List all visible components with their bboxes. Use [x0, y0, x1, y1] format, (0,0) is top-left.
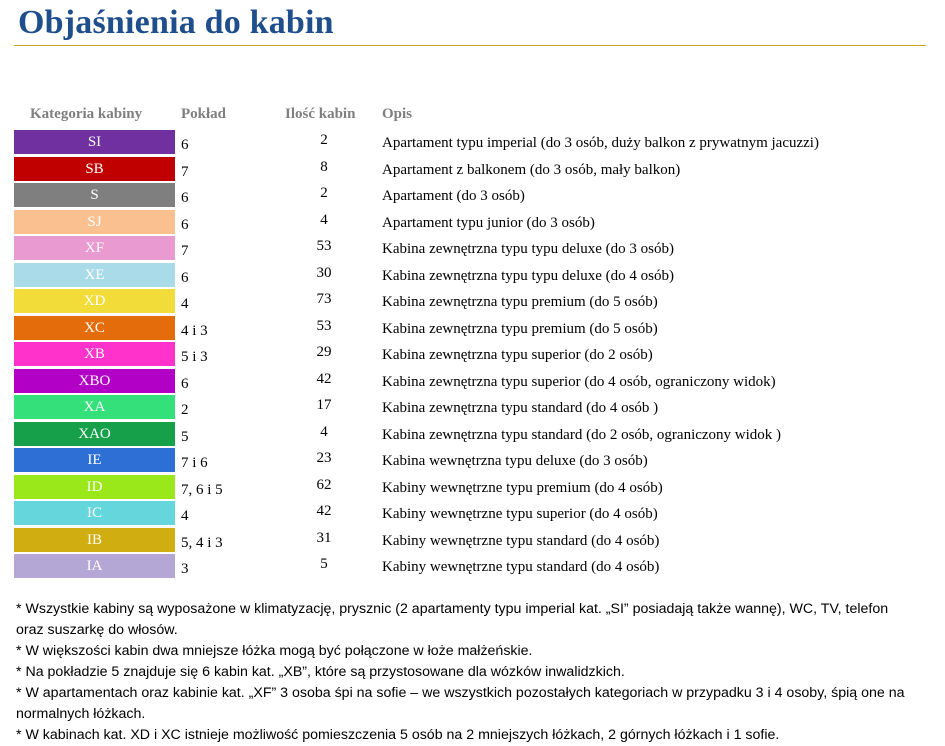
- description-value: Kabina zewnętrzna typu standard (do 2 osób, ograniczony widok ): [382, 426, 782, 443]
- deck-value: 6: [181, 216, 189, 233]
- table-row: [14, 341, 914, 368]
- category-badge: IB: [14, 528, 175, 552]
- footnote: * W większości kabin dwa mniejsze łóżka mogą być połączone w łoże małżeńskie.: [16, 643, 533, 659]
- table-row: [14, 156, 914, 183]
- category-badge: XBO: [14, 369, 175, 393]
- cabin-count-value: 23: [316, 450, 332, 466]
- deck-value: 5: [181, 428, 189, 445]
- category-badge: XA: [14, 395, 175, 419]
- description-value: Kabina zewnętrzna typu standard (do 4 osób ): [382, 400, 659, 416]
- table-row: [14, 474, 914, 501]
- description-value: Apartament typu junior (do 3 osób): [382, 214, 595, 231]
- description-value: Kabina zewnętrzna typu premium (do 5 osób): [382, 320, 658, 337]
- category-badge: XC: [14, 316, 175, 340]
- footnotes: [16, 599, 916, 746]
- table-row: [14, 288, 914, 315]
- description-value: Kabiny wewnętrzne typu standard (do 4 osób): [382, 532, 660, 549]
- deck-value: 6: [181, 137, 189, 153]
- deck-value: 4: [181, 296, 189, 312]
- deck-value: 7, 6 i 5: [181, 481, 223, 498]
- title-underline: [14, 45, 926, 46]
- category-badge: IE: [14, 448, 175, 472]
- cabin-count-value: 62: [316, 476, 332, 493]
- header-category: Kategoria kabiny: [30, 106, 143, 122]
- description-value: Apartament z balkonem (do 3 osób, mały balkon): [382, 161, 681, 178]
- cabin-count-value: 42: [316, 370, 332, 387]
- description-value: Kabina zewnętrzna typu premium (do 5 osób): [382, 294, 658, 310]
- table-row: [14, 421, 914, 448]
- deck-value: 5 i 3: [181, 349, 208, 365]
- table-row: [14, 368, 914, 395]
- description-value: Apartament typu imperial (do 3 osób, duży balkon z prywatnym jacuzzi): [382, 135, 819, 151]
- cabin-count-value: 5: [320, 556, 328, 572]
- deck-value: 7 i 6: [181, 455, 208, 471]
- category-badge: ID: [14, 475, 175, 499]
- category-badge: XE: [14, 263, 175, 287]
- cabin-count-value: 8: [320, 158, 328, 175]
- cabin-count-value: 2: [320, 132, 328, 148]
- category-badge: S: [14, 183, 175, 207]
- cabin-count-value: 4: [320, 211, 328, 228]
- description-value: Kabiny wewnętrzne typu superior (do 4 osób): [382, 506, 658, 522]
- deck-value: 6: [181, 269, 189, 286]
- header-count: Ilość kabin: [285, 106, 356, 122]
- category-badge: SI: [14, 130, 175, 154]
- category-badge: IA: [14, 554, 175, 578]
- description-value: Kabiny wewnętrzne typu standard (do 4 osób): [382, 559, 660, 575]
- table-row: [14, 209, 914, 236]
- cabin-count-value: 17: [316, 397, 332, 413]
- header-description: Opis: [382, 106, 413, 122]
- cabin-count-value: 2: [320, 185, 328, 201]
- table-row: [14, 553, 914, 580]
- category-badge: XB: [14, 342, 175, 366]
- cabin-count-value: 4: [320, 423, 328, 440]
- description-value: Apartament (do 3 osób): [382, 188, 525, 204]
- category-badge: SB: [14, 157, 175, 181]
- deck-value: 3: [181, 561, 189, 577]
- footnote: * Na pokładzie 5 znajduje się 6 kabin kat. „XB”, które są przystosowane dla wózków inwalidzkich.: [16, 664, 625, 680]
- table-row: [14, 235, 914, 262]
- table-row: [14, 182, 914, 209]
- description-value: Kabina wewnętrzna typu deluxe (do 3 osób): [382, 453, 648, 469]
- cabin-table: [14, 129, 914, 580]
- category-badge: XAO: [14, 422, 175, 446]
- table-row: [14, 527, 914, 554]
- cabin-count-value: 29: [316, 344, 332, 360]
- description-value: Kabina zewnętrzna typu typu deluxe (do 4 osób): [382, 267, 674, 284]
- cabin-count-value: 42: [316, 503, 332, 519]
- page-title: Objaśnienia do kabin: [18, 4, 334, 41]
- category-badge: IC: [14, 501, 175, 525]
- footnote: * Wszystkie kabiny są wyposażone w klimatyzację, prysznic (2 apartamenty typu imperial kat. „SI” posiadają także wannę), WC, TV, telefon oraz suszarkę do włosów.: [16, 601, 889, 638]
- cabin-count-value: 53: [316, 238, 332, 254]
- table-row: [14, 447, 914, 474]
- deck-value: 6: [181, 375, 189, 392]
- cabin-count-value: 53: [316, 317, 332, 334]
- header-deck: Pokład: [181, 106, 227, 122]
- footnote: * W kabinach kat. XD i XC istnieje możliwość pomieszczenia 5 osób na 2 mniejszych łóżkach, 2 górnych łóżkach i 1 sofie.: [16, 727, 780, 743]
- category-badge: SJ: [14, 210, 175, 234]
- description-value: Kabiny wewnętrzne typu premium (do 4 osób): [382, 479, 663, 496]
- footnote: * W apartamentach oraz kabinie kat. „XF” 3 osoba śpi na sofie – we wszystkich pozostałych kategoriach w przypadku 3 i 4 osoby, śpią one na normalnych łóżkach.: [16, 685, 905, 722]
- deck-value: 7: [181, 163, 189, 180]
- cabin-count-value: 73: [316, 291, 332, 307]
- table-row: [14, 394, 914, 421]
- table-row: [14, 262, 914, 289]
- table-row: [14, 129, 914, 156]
- cabin-count-value: 30: [316, 264, 332, 281]
- deck-value: 6: [181, 190, 189, 206]
- description-value: Kabina zewnętrzna typu superior (do 2 osób): [382, 347, 653, 363]
- deck-value: 7: [181, 243, 189, 259]
- category-badge: XD: [14, 289, 175, 313]
- deck-value: 4 i 3: [181, 322, 208, 339]
- table-row: [14, 500, 914, 527]
- table-row: [14, 315, 914, 342]
- deck-value: 2: [181, 402, 189, 418]
- cabin-count-value: 31: [316, 529, 332, 546]
- description-value: Kabina zewnętrzna typu typu deluxe (do 3 osób): [382, 241, 674, 257]
- category-badge: XF: [14, 236, 175, 260]
- deck-value: 5, 4 i 3: [181, 534, 223, 551]
- description-value: Kabina zewnętrzna typu superior (do 4 osób, ograniczony widok): [382, 373, 776, 390]
- deck-value: 4: [181, 508, 189, 524]
